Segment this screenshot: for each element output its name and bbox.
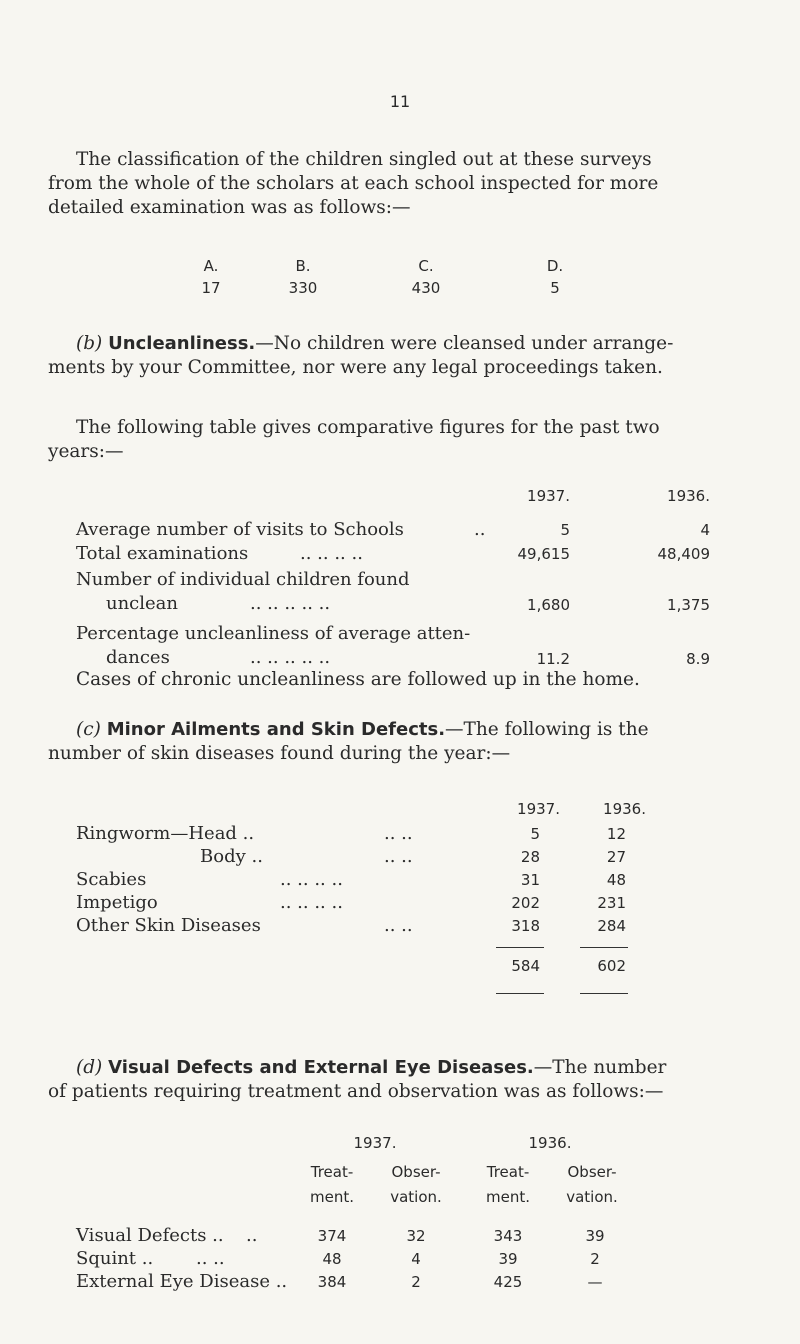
- row-label: Number of individual children found: [76, 569, 410, 590]
- observation-1937: 2: [411, 1273, 421, 1291]
- row-label: Impetigo: [76, 892, 158, 913]
- column-header-treatment: Treat-: [486, 1163, 530, 1181]
- value-1937: 31: [520, 871, 540, 889]
- leader-dots: .. .. .. .. ..: [250, 593, 331, 614]
- value-1937: 11.2: [536, 650, 570, 668]
- observation-1936: —: [587, 1273, 603, 1291]
- total-1936: 602: [597, 957, 626, 975]
- treatment-1936: 425: [493, 1273, 523, 1291]
- column-header-observation: vation.: [390, 1188, 442, 1206]
- section-footer: Cases of chronic uncleanliness are followed up in the home.: [76, 669, 640, 690]
- intro-line: from the whole of the scholars at each school inspected for more: [48, 173, 659, 194]
- leader-dots: .. ..: [384, 915, 413, 936]
- section-heading: Uncleanliness.: [108, 333, 256, 354]
- value-1937: 202: [511, 894, 540, 912]
- column-header-1937: 1937.: [527, 487, 570, 505]
- value-1936: 48,409: [657, 545, 710, 563]
- row-label: Scabies: [76, 869, 147, 890]
- class-label: A.: [203, 257, 219, 275]
- leader-dots: .. ..: [384, 846, 413, 867]
- class-value: 5: [550, 279, 560, 297]
- row-label: Body ..: [200, 846, 263, 867]
- value-1937: 1,680: [527, 596, 570, 614]
- intro-line: detailed examination was as follows:—: [48, 197, 411, 218]
- value-1936: 27: [606, 848, 626, 866]
- treatment-1936: 343: [493, 1227, 523, 1245]
- observation-1937: 4: [411, 1250, 421, 1268]
- row-label-continued: dances: [106, 647, 170, 668]
- row-label: Total examinations: [76, 543, 249, 564]
- treatment-1936: 39: [498, 1250, 518, 1268]
- section-text: —The number: [533, 1057, 667, 1078]
- column-header-treatment: ment.: [310, 1188, 354, 1206]
- row-label: Squint ..: [76, 1248, 154, 1269]
- value-1937: 49,615: [517, 545, 570, 563]
- leader-dots: .. ..: [196, 1248, 225, 1269]
- value-1936: 1,375: [667, 596, 710, 614]
- row-label: Percentage uncleanliness of average atten-: [76, 623, 471, 644]
- total-rule-top: [496, 947, 544, 948]
- table-intro: The following table gives comparative figures for the past two: [76, 417, 660, 438]
- value-1937: 28: [520, 848, 540, 866]
- intro-line: The classification of the children singled out at these surveys: [76, 149, 652, 170]
- page-number: 11: [389, 92, 411, 111]
- section-heading: Minor Ailments and Skin Defects.: [106, 719, 446, 740]
- leader-dots: .. .. .. .. ..: [250, 647, 331, 668]
- section-text: number of skin diseases found during the year:—: [48, 743, 511, 764]
- treatment-1937: 374: [317, 1227, 347, 1245]
- column-header-1936: 1936.: [667, 487, 710, 505]
- value-1936: 12: [606, 825, 626, 843]
- value-1936: 231: [597, 894, 626, 912]
- column-header-observation: Obser-: [567, 1163, 617, 1181]
- leader-dots: ..: [246, 1225, 258, 1246]
- class-value: 330: [288, 279, 318, 297]
- total-rule-bottom: [580, 993, 628, 994]
- class-value: 430: [411, 279, 441, 297]
- leader-dots: .. .. .. ..: [280, 869, 343, 890]
- row-label: Average number of visits to Schools: [76, 519, 404, 540]
- value-1936: 48: [606, 871, 626, 889]
- section-heading: Visual Defects and External Eye Diseases.: [108, 1057, 534, 1078]
- leader-dots: ..: [474, 519, 486, 540]
- row-label: Visual Defects ..: [76, 1225, 224, 1246]
- row-label-continued: unclean: [106, 593, 178, 614]
- treatment-1937: 384: [317, 1273, 347, 1291]
- observation-1936: 2: [590, 1250, 600, 1268]
- section-label: (d): [76, 1057, 103, 1078]
- total-rule-bottom: [496, 993, 544, 994]
- section-label: (c): [76, 719, 101, 740]
- leader-dots: .. ..: [384, 823, 413, 844]
- observation-1937: 32: [406, 1227, 426, 1245]
- table-intro: years:—: [48, 441, 124, 462]
- section-heading-line: [76, 332, 673, 356]
- section-heading-line: [76, 1056, 666, 1080]
- year-header-1937: 1937.: [353, 1134, 397, 1152]
- section-text: —The following is the: [445, 719, 649, 740]
- row-label: External Eye Disease ..: [76, 1271, 288, 1292]
- total-rule-top: [580, 947, 628, 948]
- treatment-1937: 48: [322, 1250, 342, 1268]
- class-value: 17: [201, 279, 221, 297]
- column-header-observation: Obser-: [391, 1163, 441, 1181]
- value-1936: 8.9: [686, 650, 710, 668]
- value-1937: 5: [560, 521, 570, 539]
- total-1937: 584: [511, 957, 540, 975]
- value-1937: 318: [511, 917, 540, 935]
- section-heading-line: [76, 718, 649, 742]
- column-header-1937: 1937.: [517, 800, 560, 818]
- section-text: of patients requiring treatment and observation was as follows:—: [48, 1081, 664, 1102]
- row-label: Ringworm—Head ..: [76, 823, 255, 844]
- row-label: Other Skin Diseases: [76, 915, 261, 936]
- observation-1936: 39: [585, 1227, 605, 1245]
- leader-dots: .. .. .. ..: [300, 543, 363, 564]
- value-1937: 5: [530, 825, 540, 843]
- class-label: C.: [418, 257, 434, 275]
- year-header-1936: 1936.: [528, 1134, 572, 1152]
- column-header-observation: vation.: [566, 1188, 618, 1206]
- class-label: D.: [546, 257, 564, 275]
- section-label: (b): [76, 333, 103, 354]
- column-header-1936: 1936.: [603, 800, 646, 818]
- leader-dots: .. .. .. ..: [280, 892, 343, 913]
- value-1936: 4: [700, 521, 710, 539]
- value-1936: 284: [597, 917, 626, 935]
- section-text: ments by your Committee, nor were any legal proceedings taken.: [48, 357, 663, 378]
- column-header-treatment: Treat-: [310, 1163, 354, 1181]
- section-text: —No children were cleansed under arrange-: [255, 333, 674, 354]
- class-label: B.: [295, 257, 311, 275]
- column-header-treatment: ment.: [486, 1188, 530, 1206]
